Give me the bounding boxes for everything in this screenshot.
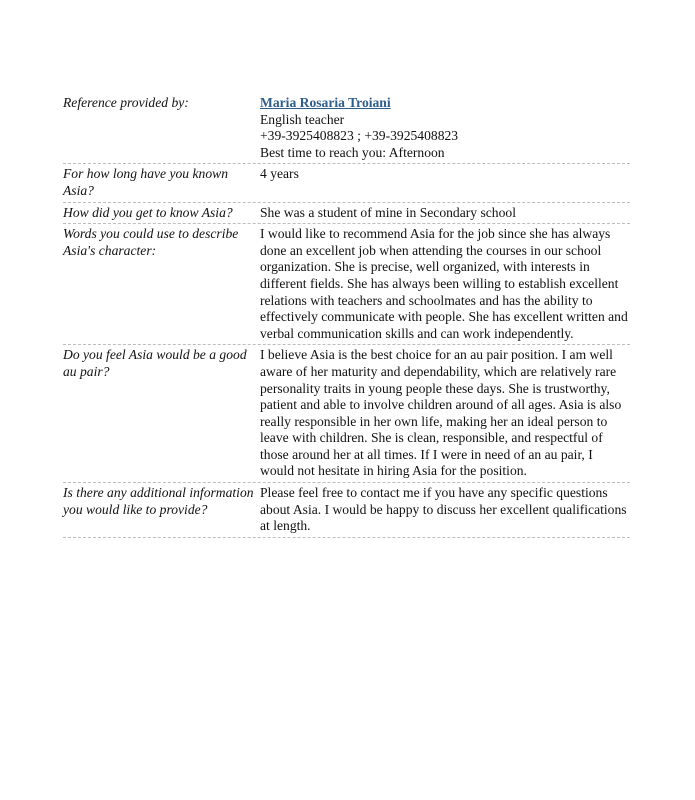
question-additional: Is there any additional information you would like to provide? [63,485,254,517]
answer-additional: Please feel free to contact me if you have any specific questions about Asia. I would be happy to discuss her excellent qualifications at length. [260,485,627,534]
answer-how-known: She was a student of mine in Secondary school [260,204,516,220]
answer-character: I would like to recommend Asia for the job since she has always done an excellent job when attending the courses in our school organization. She is precise, well organized, with interests in different fields. She has always been willing to establish excellent relations with teachers and schoolmates and has the ability to effectively communicate with people. She has excellent written and verbal communication skills and can work independently. [260,226,628,341]
referee-best-time: Best time to reach you: Afternoon [260,144,445,160]
referee-title: English teacher [260,111,345,127]
referee-phone: +39-3925408823 ; +39-3925408823 [260,128,459,144]
question-how-known: How did you get to know Asia? [63,204,233,220]
qa-row-au-pair [63,345,630,483]
reference-document [63,95,630,538]
referee-name-link[interactable]: Maria Rosaria Troiani [260,95,391,110]
reference-label: Reference provided by: [63,95,189,110]
qa-row-character [63,224,630,345]
reference-details [260,95,630,161]
question-duration: For how long have you known Asia? [63,166,228,198]
qa-row-duration [63,164,630,202]
answer-au-pair: I believe Asia is the best choice for an au pair position. I am well aware of her maturity and dependability, which are relatively rare personality traits in young people these days. She is trustworthy, patient and able to involve children around of all ages. Asia is also really responsible in her own life, making her an ideal person to leave with children. She is clean, responsible, and respectful of those around her at all times. If I were in need of an au pair, I would not hesitate in hiring Asia for the position. [260,347,622,479]
question-au-pair: Do you feel Asia would be a good au pair? [63,347,247,379]
answer-duration: 4 years [260,166,299,182]
reference-row [63,95,630,164]
qa-row-additional [63,483,630,538]
question-character: Words you could use to describe Asia's character: [63,226,239,258]
qa-row-how-known [63,203,630,225]
